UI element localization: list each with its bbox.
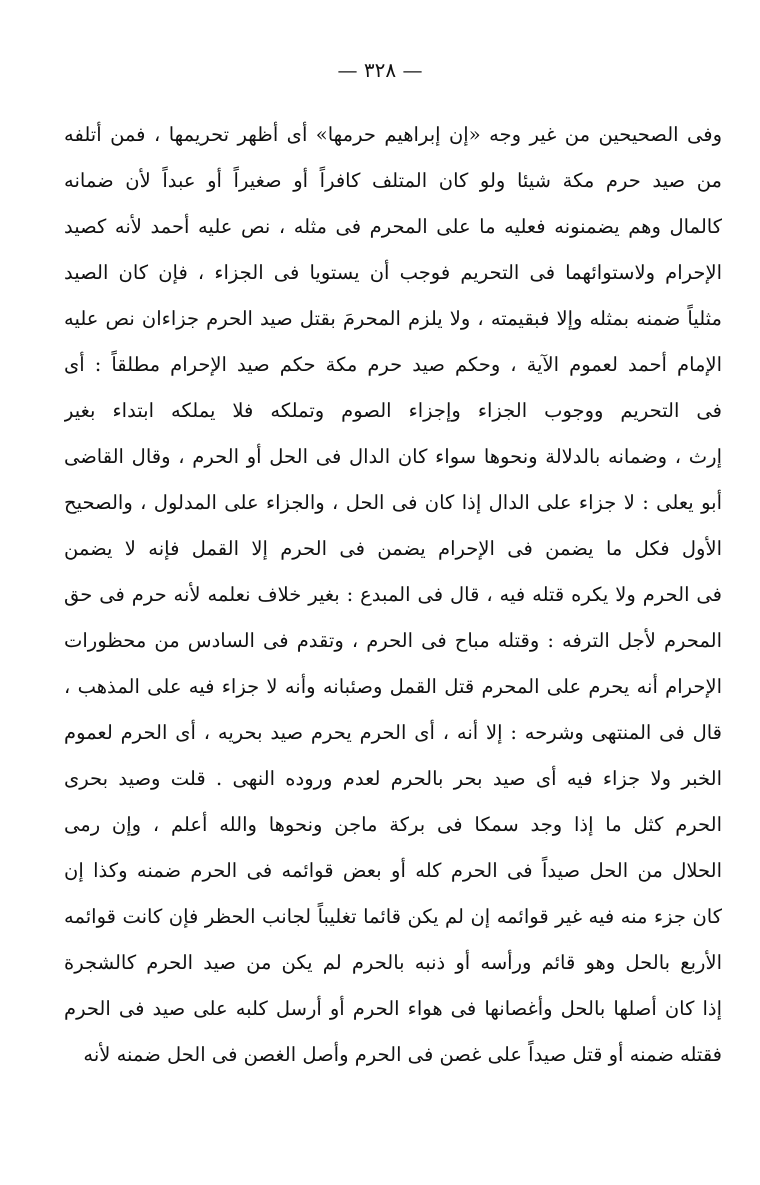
text-line: الأربع بالحل وهو قائم ورأسه أو ذنبه بالحرم لم يكن من صيد الحرم كالشجرة <box>64 951 722 974</box>
body-text <box>64 112 722 1078</box>
text-line: قال فى المنتهى وشرحه : إلا أنه ، أى الحرم يحرم صيد بحريه ، أى الحرم لعموم <box>64 721 722 744</box>
text-line: إرث ، وضمانه بالدلالة ونحوها سواء كان الدال فى الحل أو الحرم ، وقال القاضى <box>64 445 722 468</box>
page-number: — ٣٢٨ — <box>337 58 423 82</box>
text-line: أبو يعلى : لا جزاء على الدال إذا كان فى الحل ، والجزاء على المدلول ، والصحيح <box>64 491 722 514</box>
text-line: الإحرام ولاستوائهما فى التحريم فوجب أن يستويا فى الجزاء ، فإن كان الصيد <box>64 261 722 284</box>
text-line: المحرم لأجل الترفه : وقتله مباح فى الحرم ، وتقدم فى السادس من محظورات <box>64 629 722 652</box>
text-line: الحلال من الحل صيداً فى الحرم كله أو بعض قوائمه فى الحرم ضمنه وكذا إن <box>64 859 722 882</box>
text-line: الحرم كثل ما إذا وجد سمكا فى بركة ماجن ونحوها والله أعلم ، وإن رمى <box>64 813 722 836</box>
text-line: إذا كان أصلها بالحل وأغصانها فى هواء الحرم أو أرسل كلبه على صيد فى الحرم <box>64 997 722 1020</box>
text-line: الإحرام أنه يحرم على المحرم قتل القمل وصئبانه وأنه لا جزاء فيه على المذهب ، <box>64 675 722 698</box>
text-line: فى التحريم ووجوب الجزاء وإجزاء الصوم وتملكه فلا يملكه ابتداء بغير <box>64 399 722 422</box>
text-line: مثلياً ضمنه بمثله وإلا فبقيمته ، ولا يلزم المحرمَ بقتل صيد الحرم جزاءان نص عليه <box>64 307 722 330</box>
text-line: كالمال وهم يضمنونه فعليه ما على المحرم فى مثله ، نص عليه أحمد لأنه كصيد <box>64 215 722 238</box>
text-line: فى الحرم ولا يكره قتله فيه ، قال فى المبدع : بغير خلاف نعلمه لأنه حرم فى حق <box>64 583 722 606</box>
text-line: الخبر ولا جزاء فيه أى صيد بحر بالحرم لعدم وروده النهى . قلت وصيد بحرى <box>64 767 722 790</box>
text-line: فقتله ضمنه أو قتل صيداً على غصن فى الحرم وأصل الغصن فى الحل ضمنه لأنه <box>83 1043 722 1066</box>
text-line: وفى الصحيحين من غير وجه «إن إبراهيم حرمها» أى أظهر تحريمها ، فمن أتلفه <box>64 123 722 146</box>
text-line: الإمام أحمد لعموم الآية ، وحكم صيد حرم مكة حكم صيد الإحرام مطلقاً : أى <box>64 353 722 376</box>
text-line: الأول فكل ما يضمن فى الإحرام يضمن فى الحرم إلا القمل فإنه لا يضمن <box>64 537 722 560</box>
text-line: كان جزء منه فيه غير قوائمه إن لم يكن قائما تغليباً لجانب الحظر فإن كانت قوائمه <box>64 905 722 928</box>
text-line: من صيد حرم مكة شيئا ولو كان المتلف كافراً أو صغيراً أو عبداً لأن ضمانه <box>64 169 722 192</box>
